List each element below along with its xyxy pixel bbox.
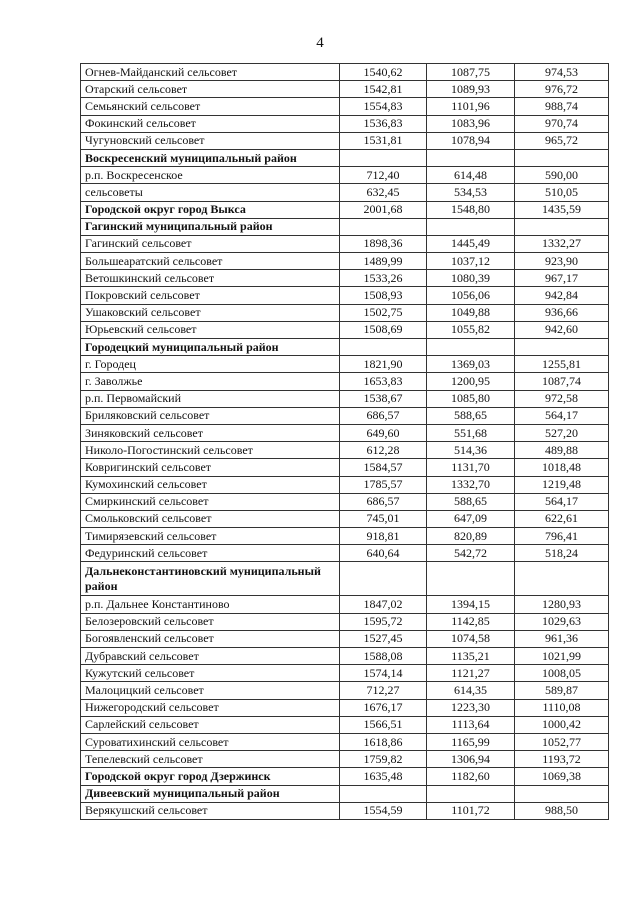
value-cell-1: 1527,45	[340, 630, 427, 647]
value-cell-3: 1018,48	[515, 459, 609, 476]
value-cell-1	[340, 785, 427, 802]
row-name-cell: Городецкий муниципальный район	[81, 339, 340, 356]
value-cell-3: 942,84	[515, 287, 609, 304]
value-cell-2: 1369,03	[427, 356, 515, 373]
value-cell-1: 1653,83	[340, 373, 427, 390]
value-cell-2: 542,72	[427, 545, 515, 562]
value-cell-2: 1445,49	[427, 235, 515, 252]
value-cell-1: 612,28	[340, 442, 427, 459]
value-cell-3: 518,24	[515, 545, 609, 562]
value-cell-1: 1566,51	[340, 716, 427, 733]
table-row	[81, 476, 609, 493]
row-name-cell: г. Городец	[81, 356, 340, 373]
table-row	[81, 510, 609, 527]
value-cell-2: 1083,96	[427, 115, 515, 132]
value-cell-3: 590,00	[515, 167, 609, 184]
table-row	[81, 81, 609, 98]
value-cell-2	[427, 785, 515, 802]
value-cell-1: 649,60	[340, 424, 427, 441]
value-cell-1	[340, 149, 427, 166]
table-row	[81, 442, 609, 459]
value-cell-3: 1052,77	[515, 733, 609, 750]
value-cell-3: 796,41	[515, 528, 609, 545]
row-name-cell: Юрьевский сельсовет	[81, 321, 340, 338]
value-cell-3: 974,53	[515, 64, 609, 81]
value-cell-3: 961,36	[515, 630, 609, 647]
value-cell-2: 534,53	[427, 184, 515, 201]
row-name-cell: г. Заволжье	[81, 373, 340, 390]
table-row	[81, 304, 609, 321]
value-cell-1: 1554,59	[340, 802, 427, 819]
value-cell-3	[515, 785, 609, 802]
table-row	[81, 699, 609, 716]
row-name-cell: Гагинский сельсовет	[81, 235, 340, 252]
row-name-cell: Николо-Погостинский сельсовет	[81, 442, 340, 459]
table-row	[81, 682, 609, 699]
value-cell-2: 1055,82	[427, 321, 515, 338]
table-row	[81, 270, 609, 287]
value-cell-2: 588,65	[427, 493, 515, 510]
row-name-cell: р.п. Воскресенское	[81, 167, 340, 184]
row-name-cell: Городской округ город Дзержинск	[81, 768, 340, 785]
value-cell-2: 1074,58	[427, 630, 515, 647]
value-cell-2: 647,09	[427, 510, 515, 527]
row-name-cell: Смольковский сельсовет	[81, 510, 340, 527]
row-name-cell: Федуринский сельсовет	[81, 545, 340, 562]
table-row	[81, 356, 609, 373]
value-cell-1: 1508,93	[340, 287, 427, 304]
value-cell-2: 1165,99	[427, 733, 515, 750]
table-row	[81, 424, 609, 441]
value-cell-2: 1089,93	[427, 81, 515, 98]
value-cell-1: 712,27	[340, 682, 427, 699]
value-cell-1: 1508,69	[340, 321, 427, 338]
value-cell-2: 588,65	[427, 407, 515, 424]
row-name-cell: Бриляковский сельсовет	[81, 407, 340, 424]
value-cell-2: 1056,06	[427, 287, 515, 304]
value-cell-3: 527,20	[515, 424, 609, 441]
table-row	[81, 235, 609, 252]
row-name-cell: сельсоветы	[81, 184, 340, 201]
table-row	[81, 373, 609, 390]
table-row	[81, 98, 609, 115]
value-cell-2: 1121,27	[427, 665, 515, 682]
section-header-row	[81, 785, 609, 802]
table-row	[81, 613, 609, 630]
value-cell-1: 632,45	[340, 184, 427, 201]
value-cell-3: 923,90	[515, 253, 609, 270]
value-cell-1: 686,57	[340, 493, 427, 510]
value-cell-1: 1785,57	[340, 476, 427, 493]
table-row	[81, 751, 609, 768]
value-cell-1: 1676,17	[340, 699, 427, 716]
value-cell-1: 1635,48	[340, 768, 427, 785]
value-cell-1	[340, 218, 427, 235]
row-name-cell: Дивеевский муниципальный район	[81, 785, 340, 802]
value-cell-1: 745,01	[340, 510, 427, 527]
row-name-cell: Суроватихинский сельсовет	[81, 733, 340, 750]
value-cell-2	[427, 218, 515, 235]
value-cell-2: 820,89	[427, 528, 515, 545]
row-name-cell: Семьянский сельсовет	[81, 98, 340, 115]
value-cell-2: 551,68	[427, 424, 515, 441]
section-header-row	[81, 201, 609, 218]
value-cell-3	[515, 149, 609, 166]
value-cell-3: 564,17	[515, 493, 609, 510]
row-name-cell: Сарлейский сельсовет	[81, 716, 340, 733]
row-name-cell: Малоцицкий сельсовет	[81, 682, 340, 699]
value-cell-1: 2001,68	[340, 201, 427, 218]
value-cell-2: 1548,80	[427, 201, 515, 218]
value-cell-2: 1101,72	[427, 802, 515, 819]
value-cell-2: 1037,12	[427, 253, 515, 270]
value-cell-3	[515, 218, 609, 235]
value-cell-2: 1306,94	[427, 751, 515, 768]
value-cell-1: 640,64	[340, 545, 427, 562]
value-cell-2: 1142,85	[427, 613, 515, 630]
value-cell-1: 1540,62	[340, 64, 427, 81]
section-header-row	[81, 149, 609, 166]
value-cell-3: 1435,59	[515, 201, 609, 218]
value-cell-3: 1087,74	[515, 373, 609, 390]
value-cell-3: 965,72	[515, 132, 609, 149]
value-cell-1: 1536,83	[340, 115, 427, 132]
value-cell-1: 1898,36	[340, 235, 427, 252]
value-cell-1: 1618,86	[340, 733, 427, 750]
table-row	[81, 167, 609, 184]
value-cell-1	[340, 339, 427, 356]
row-name-cell: р.п. Первомайский	[81, 390, 340, 407]
table-row	[81, 528, 609, 545]
table-row	[81, 802, 609, 819]
row-name-cell: Огнев-Майданский сельсовет	[81, 64, 340, 81]
table-row	[81, 596, 609, 613]
value-cell-2: 1135,21	[427, 648, 515, 665]
value-cell-1: 1574,14	[340, 665, 427, 682]
value-cell-1: 1847,02	[340, 596, 427, 613]
value-cell-2: 614,35	[427, 682, 515, 699]
value-cell-3: 622,61	[515, 510, 609, 527]
value-cell-2: 614,48	[427, 167, 515, 184]
table-row	[81, 132, 609, 149]
table-row	[81, 321, 609, 338]
value-cell-3	[515, 339, 609, 356]
row-name-cell: Зиняковский сельсовет	[81, 424, 340, 441]
value-cell-2: 1182,60	[427, 768, 515, 785]
value-cell-1: 1759,82	[340, 751, 427, 768]
table-row	[81, 407, 609, 424]
row-name-cell: Нижегородский сельсовет	[81, 699, 340, 716]
value-cell-3: 942,60	[515, 321, 609, 338]
row-name-cell: Городской округ город Выкса	[81, 201, 340, 218]
value-cell-3: 589,87	[515, 682, 609, 699]
row-name-cell: Ушаковский сельсовет	[81, 304, 340, 321]
value-cell-1: 1588,08	[340, 648, 427, 665]
row-name-cell: Смиркинский сельсовет	[81, 493, 340, 510]
value-cell-1: 1554,83	[340, 98, 427, 115]
value-cell-3: 1219,48	[515, 476, 609, 493]
table-row	[81, 459, 609, 476]
value-cell-2: 1131,70	[427, 459, 515, 476]
row-name-cell: Большеаратский сельсовет	[81, 253, 340, 270]
value-cell-2: 1223,30	[427, 699, 515, 716]
value-cell-3: 976,72	[515, 81, 609, 98]
value-cell-2: 1085,80	[427, 390, 515, 407]
value-cell-3: 1280,93	[515, 596, 609, 613]
value-cell-3: 1000,42	[515, 716, 609, 733]
value-cell-2: 1049,88	[427, 304, 515, 321]
value-cell-1: 1584,57	[340, 459, 427, 476]
row-name-cell: Фокинский сельсовет	[81, 115, 340, 132]
table-row	[81, 648, 609, 665]
value-cell-3: 489,88	[515, 442, 609, 459]
value-cell-2: 514,36	[427, 442, 515, 459]
page-number: 4	[316, 35, 324, 51]
value-cell-3: 1332,27	[515, 235, 609, 252]
row-name-cell: Воскресенский муниципальный район	[81, 149, 340, 166]
table-row	[81, 390, 609, 407]
row-name-cell: Тепелевский сельсовет	[81, 751, 340, 768]
row-name-cell: Ветошкинский сельсовет	[81, 270, 340, 287]
table-row	[81, 545, 609, 562]
value-cell-2: 1078,94	[427, 132, 515, 149]
row-name-cell: Дубравский сельсовет	[81, 648, 340, 665]
value-cell-2	[427, 149, 515, 166]
row-name-cell: Ковригинский сельсовет	[81, 459, 340, 476]
value-cell-1: 686,57	[340, 407, 427, 424]
value-cell-3: 988,74	[515, 98, 609, 115]
table-row	[81, 287, 609, 304]
value-cell-1: 1821,90	[340, 356, 427, 373]
value-cell-2: 1394,15	[427, 596, 515, 613]
row-name-cell: Тимирязевский сельсовет	[81, 528, 340, 545]
section-header-row	[81, 562, 609, 596]
value-cell-1: 1489,99	[340, 253, 427, 270]
value-cell-2	[427, 562, 515, 596]
table-row	[81, 253, 609, 270]
table-row	[81, 184, 609, 201]
table-body	[81, 64, 609, 820]
value-cell-2: 1200,95	[427, 373, 515, 390]
row-name-cell: р.п. Дальнее Константиново	[81, 596, 340, 613]
value-cell-2: 1101,96	[427, 98, 515, 115]
value-cell-3: 967,17	[515, 270, 609, 287]
value-cell-3: 1069,38	[515, 768, 609, 785]
row-name-cell: Верякушский сельсовет	[81, 802, 340, 819]
table-row	[81, 115, 609, 132]
value-cell-2: 1087,75	[427, 64, 515, 81]
value-cell-2: 1113,64	[427, 716, 515, 733]
section-header-row	[81, 218, 609, 235]
row-name-cell: Кужутский сельсовет	[81, 665, 340, 682]
value-cell-3: 1110,08	[515, 699, 609, 716]
row-name-cell: Богоявленский сельсовет	[81, 630, 340, 647]
value-cell-1: 918,81	[340, 528, 427, 545]
value-cell-1: 1502,75	[340, 304, 427, 321]
value-cell-3: 972,58	[515, 390, 609, 407]
table-row	[81, 733, 609, 750]
value-cell-3: 1255,81	[515, 356, 609, 373]
value-cell-3: 988,50	[515, 802, 609, 819]
table-row	[81, 665, 609, 682]
row-name-cell: Чугуновский сельсовет	[81, 132, 340, 149]
value-cell-3: 1021,99	[515, 648, 609, 665]
value-cell-1: 1595,72	[340, 613, 427, 630]
value-cell-2: 1080,39	[427, 270, 515, 287]
value-cell-3: 970,74	[515, 115, 609, 132]
section-header-row	[81, 768, 609, 785]
value-cell-1: 1531,81	[340, 132, 427, 149]
value-cell-3: 510,05	[515, 184, 609, 201]
table-row	[81, 716, 609, 733]
value-cell-1	[340, 562, 427, 596]
value-cell-3: 936,66	[515, 304, 609, 321]
value-cell-3: 1029,63	[515, 613, 609, 630]
value-cell-3: 1193,72	[515, 751, 609, 768]
table-row	[81, 64, 609, 81]
row-name-cell: Белозеровский сельсовет	[81, 613, 340, 630]
rates-table	[80, 63, 609, 820]
table-row	[81, 493, 609, 510]
value-cell-1: 712,40	[340, 167, 427, 184]
value-cell-1: 1538,67	[340, 390, 427, 407]
section-header-row	[81, 339, 609, 356]
row-name-cell: Покровский сельсовет	[81, 287, 340, 304]
row-name-cell: Дальнеконстантиновский муниципальный район	[81, 562, 340, 596]
value-cell-1: 1542,81	[340, 81, 427, 98]
row-name-cell: Отарский сельсовет	[81, 81, 340, 98]
value-cell-3: 564,17	[515, 407, 609, 424]
value-cell-2: 1332,70	[427, 476, 515, 493]
table-row	[81, 630, 609, 647]
value-cell-1: 1533,26	[340, 270, 427, 287]
value-cell-3: 1008,05	[515, 665, 609, 682]
row-name-cell: Гагинский муниципальный район	[81, 218, 340, 235]
value-cell-3	[515, 562, 609, 596]
value-cell-2	[427, 339, 515, 356]
row-name-cell: Кумохинский сельсовет	[81, 476, 340, 493]
